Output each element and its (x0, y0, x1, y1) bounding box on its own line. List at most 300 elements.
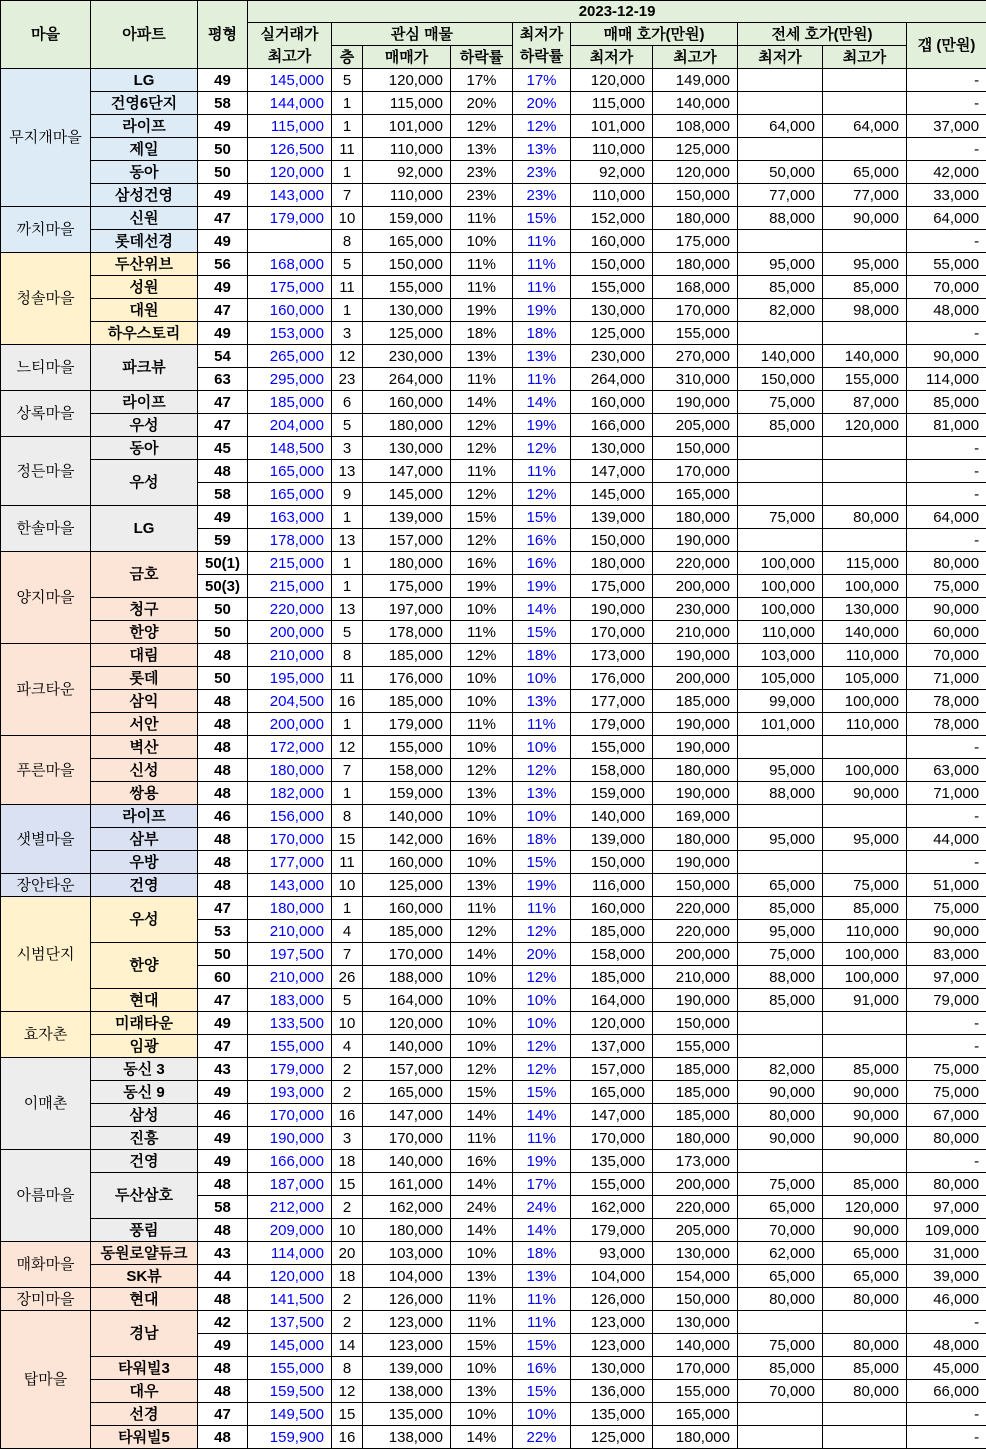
drop-rate-cell: 10% (451, 230, 513, 253)
drop-rate-cell: 12% (451, 115, 513, 138)
sale-ask-min-cell: 179,000 (571, 1219, 653, 1242)
sale-ask-min-cell: 110,000 (571, 138, 653, 161)
listing-price-cell: 197,000 (363, 598, 451, 621)
header-floor: 층 (332, 46, 363, 69)
listing-price-cell: 110,000 (363, 184, 451, 207)
floor-cell: 1 (332, 506, 363, 529)
actual-max-price-cell: 204,500 (248, 690, 332, 713)
sale-ask-max-cell: 155,000 (653, 1380, 738, 1403)
sale-ask-min-cell: 175,000 (571, 575, 653, 598)
drop-rate-cell: 11% (451, 1311, 513, 1334)
header-lowest-drop-rate: 하락률 (513, 46, 571, 69)
size-cell: 50 (198, 138, 248, 161)
apartment-name-cell: LG (91, 506, 198, 552)
jeonse-ask-min-cell: 82,000 (738, 1058, 823, 1081)
size-cell: 59 (198, 529, 248, 552)
floor-cell: 1 (332, 92, 363, 115)
lowest-drop-rate-cell: 12% (513, 437, 571, 460)
village-name-cell: 정든마을 (1, 437, 91, 506)
jeonse-ask-min-cell: 75,000 (738, 391, 823, 414)
table-row (1, 253, 986, 276)
floor-cell: 4 (332, 920, 363, 943)
gap-cell: 78,000 (907, 690, 986, 713)
apartment-name-cell: 현대 (91, 989, 198, 1012)
drop-rate-cell: 11% (451, 897, 513, 920)
listing-price-cell: 145,000 (363, 483, 451, 506)
sale-ask-max-cell: 140,000 (653, 92, 738, 115)
actual-max-price-cell: 215,000 (248, 552, 332, 575)
drop-rate-cell: 19% (451, 575, 513, 598)
jeonse-ask-max-cell: 120,000 (823, 414, 907, 437)
size-cell: 49 (198, 184, 248, 207)
drop-rate-cell: 14% (451, 1173, 513, 1196)
village-name-cell: 까치마을 (1, 207, 91, 253)
lowest-drop-rate-cell: 23% (513, 184, 571, 207)
listing-price-cell: 123,000 (363, 1311, 451, 1334)
jeonse-ask-min-cell: 75,000 (738, 1334, 823, 1357)
actual-max-price-cell: 179,000 (248, 1058, 332, 1081)
sale-ask-max-cell: 270,000 (653, 345, 738, 368)
jeonse-ask-min-cell: 101,000 (738, 713, 823, 736)
jeonse-ask-min-cell: 90,000 (738, 1081, 823, 1104)
actual-max-price-cell: 170,000 (248, 828, 332, 851)
listing-price-cell: 264,000 (363, 368, 451, 391)
gap-cell: 109,000 (907, 1219, 986, 1242)
actual-max-price-cell: 220,000 (248, 598, 332, 621)
sale-ask-min-cell: 130,000 (571, 1357, 653, 1380)
sale-ask-min-cell: 135,000 (571, 1403, 653, 1426)
sale-ask-min-cell: 150,000 (571, 851, 653, 874)
drop-rate-cell: 12% (451, 759, 513, 782)
drop-rate-cell: 10% (451, 1403, 513, 1426)
drop-rate-cell: 10% (451, 989, 513, 1012)
lowest-drop-rate-cell: 11% (513, 1288, 571, 1311)
sale-ask-max-cell: 150,000 (653, 874, 738, 897)
floor-cell: 13 (332, 529, 363, 552)
actual-max-price-cell: 114,000 (248, 1242, 332, 1265)
sale-ask-min-cell: 155,000 (571, 276, 653, 299)
sale-ask-min-cell: 147,000 (571, 1104, 653, 1127)
header-date: 2023-12-19 (248, 1, 986, 23)
table-row (1, 1288, 986, 1311)
size-cell: 46 (198, 805, 248, 828)
apartment-name-cell: 삼성 (91, 1104, 198, 1127)
gap-cell: 64,000 (907, 506, 986, 529)
sale-ask-min-cell: 125,000 (571, 322, 653, 345)
actual-max-price-cell: 143,000 (248, 874, 332, 897)
apartment-name-cell: 벽산 (91, 736, 198, 759)
listing-price-cell: 158,000 (363, 759, 451, 782)
sale-ask-max-cell: 150,000 (653, 1012, 738, 1035)
gap-cell: 90,000 (907, 598, 986, 621)
sale-ask-min-cell: 101,000 (571, 115, 653, 138)
drop-rate-cell: 10% (451, 1242, 513, 1265)
jeonse-ask-min-cell (738, 1311, 823, 1334)
jeonse-ask-max-cell: 98,000 (823, 299, 907, 322)
apartment-name-cell: 현대 (91, 1288, 198, 1311)
floor-cell: 2 (332, 1288, 363, 1311)
listing-price-cell: 92,000 (363, 161, 451, 184)
village-name-cell: 이매촌 (1, 1058, 91, 1150)
drop-rate-cell: 16% (451, 1150, 513, 1173)
listing-price-cell: 180,000 (363, 552, 451, 575)
sale-ask-max-cell: 180,000 (653, 207, 738, 230)
size-cell: 50 (198, 667, 248, 690)
drop-rate-cell: 20% (451, 92, 513, 115)
jeonse-ask-max-cell: 90,000 (823, 207, 907, 230)
drop-rate-cell: 11% (451, 368, 513, 391)
sale-ask-min-cell: 123,000 (571, 1311, 653, 1334)
table-row (1, 621, 986, 644)
gap-cell: - (907, 1150, 986, 1173)
jeonse-ask-max-cell (823, 483, 907, 506)
header-sale-ask-max: 최고가 (653, 46, 738, 69)
lowest-drop-rate-cell: 15% (513, 1380, 571, 1403)
sale-ask-min-cell: 158,000 (571, 943, 653, 966)
gap-cell: 97,000 (907, 966, 986, 989)
header-jeonse-ask: 전세 호가(만원) (738, 23, 907, 46)
size-cell: 48 (198, 736, 248, 759)
floor-cell: 6 (332, 391, 363, 414)
lowest-drop-rate-cell: 16% (513, 552, 571, 575)
jeonse-ask-min-cell (738, 138, 823, 161)
jeonse-ask-max-cell (823, 437, 907, 460)
listing-price-cell: 103,000 (363, 1242, 451, 1265)
sale-ask-min-cell: 158,000 (571, 759, 653, 782)
sale-ask-min-cell: 160,000 (571, 391, 653, 414)
gap-cell: - (907, 138, 986, 161)
sale-ask-max-cell: 130,000 (653, 1311, 738, 1334)
sale-ask-max-cell: 220,000 (653, 552, 738, 575)
drop-rate-cell: 14% (451, 1104, 513, 1127)
floor-cell: 1 (332, 552, 363, 575)
actual-max-price-cell: 209,000 (248, 1219, 332, 1242)
size-cell: 47 (198, 1403, 248, 1426)
jeonse-ask-max-cell: 90,000 (823, 1127, 907, 1150)
gap-cell: - (907, 736, 986, 759)
drop-rate-cell: 11% (451, 1288, 513, 1311)
jeonse-ask-max-cell (823, 69, 907, 92)
jeonse-ask-min-cell: 75,000 (738, 943, 823, 966)
lowest-drop-rate-cell: 12% (513, 920, 571, 943)
gap-cell: 67,000 (907, 1104, 986, 1127)
lowest-drop-rate-cell: 18% (513, 1242, 571, 1265)
actual-max-price-cell: 126,500 (248, 138, 332, 161)
lowest-drop-rate-cell: 15% (513, 506, 571, 529)
floor-cell: 2 (332, 1081, 363, 1104)
gap-cell: 71,000 (907, 782, 986, 805)
jeonse-ask-min-cell: 85,000 (738, 276, 823, 299)
apartment-name-cell: 청구 (91, 598, 198, 621)
table-row (1, 1242, 986, 1265)
drop-rate-cell: 13% (451, 1380, 513, 1403)
drop-rate-cell: 16% (451, 552, 513, 575)
apartment-name-cell: 타워빌3 (91, 1357, 198, 1380)
sale-ask-min-cell: 157,000 (571, 1058, 653, 1081)
sale-ask-max-cell: 190,000 (653, 989, 738, 1012)
apartment-name-cell: 동원로얄듀크 (91, 1242, 198, 1265)
listing-price-cell: 155,000 (363, 276, 451, 299)
gap-cell: 64,000 (907, 207, 986, 230)
sale-ask-max-cell: 175,000 (653, 230, 738, 253)
size-cell: 49 (198, 322, 248, 345)
sale-ask-max-cell: 130,000 (653, 1242, 738, 1265)
floor-cell: 8 (332, 1357, 363, 1380)
jeonse-ask-max-cell (823, 138, 907, 161)
actual-max-price-cell: 141,500 (248, 1288, 332, 1311)
floor-cell: 1 (332, 897, 363, 920)
table-row (1, 759, 986, 782)
listing-price-cell: 147,000 (363, 1104, 451, 1127)
jeonse-ask-min-cell: 80,000 (738, 1104, 823, 1127)
drop-rate-cell: 19% (451, 299, 513, 322)
jeonse-ask-max-cell: 85,000 (823, 276, 907, 299)
size-cell: 47 (198, 299, 248, 322)
sale-ask-max-cell: 180,000 (653, 759, 738, 782)
sale-ask-max-cell: 108,000 (653, 115, 738, 138)
floor-cell: 18 (332, 1150, 363, 1173)
sale-ask-min-cell: 160,000 (571, 897, 653, 920)
sale-ask-max-cell: 220,000 (653, 897, 738, 920)
actual-max-price-cell: 200,000 (248, 621, 332, 644)
village-name-cell: 푸른마을 (1, 736, 91, 805)
village-name-cell: 시범단지 (1, 897, 91, 1012)
apartment-name-cell: 대원 (91, 299, 198, 322)
sale-ask-max-cell: 169,000 (653, 805, 738, 828)
jeonse-ask-max-cell: 95,000 (823, 253, 907, 276)
sale-ask-min-cell: 162,000 (571, 1196, 653, 1219)
gap-cell: - (907, 322, 986, 345)
jeonse-ask-max-cell: 87,000 (823, 391, 907, 414)
sale-ask-min-cell: 177,000 (571, 690, 653, 713)
sale-ask-min-cell: 125,000 (571, 1426, 653, 1449)
lowest-drop-rate-cell: 19% (513, 575, 571, 598)
listing-price-cell: 188,000 (363, 966, 451, 989)
size-cell: 49 (198, 1012, 248, 1035)
sale-ask-min-cell: 92,000 (571, 161, 653, 184)
actual-max-price-cell: 195,000 (248, 667, 332, 690)
sale-ask-max-cell: 120,000 (653, 161, 738, 184)
size-cell: 48 (198, 1357, 248, 1380)
drop-rate-cell: 12% (451, 529, 513, 552)
table-row (1, 1012, 986, 1035)
lowest-drop-rate-cell: 11% (513, 897, 571, 920)
jeonse-ask-max-cell: 105,000 (823, 667, 907, 690)
jeonse-ask-min-cell: 80,000 (738, 1288, 823, 1311)
actual-max-price-cell: 143,000 (248, 184, 332, 207)
lowest-drop-rate-cell: 10% (513, 1012, 571, 1035)
listing-price-cell: 180,000 (363, 1219, 451, 1242)
size-cell: 48 (198, 851, 248, 874)
header-sale-ask-min: 최저가 (571, 46, 653, 69)
drop-rate-cell: 13% (451, 782, 513, 805)
lowest-drop-rate-cell: 19% (513, 299, 571, 322)
apartment-name-cell: 라이프 (91, 391, 198, 414)
table-row (1, 828, 986, 851)
listing-price-cell: 120,000 (363, 69, 451, 92)
header-actual-price: 실거래가 (248, 23, 332, 46)
actual-max-price-cell: 210,000 (248, 966, 332, 989)
floor-cell: 13 (332, 460, 363, 483)
actual-max-price-cell: 185,000 (248, 391, 332, 414)
jeonse-ask-max-cell (823, 1311, 907, 1334)
listing-price-cell: 104,000 (363, 1265, 451, 1288)
floor-cell: 26 (332, 966, 363, 989)
actual-max-price-cell: 180,000 (248, 759, 332, 782)
floor-cell: 1 (332, 161, 363, 184)
apartment-name-cell: 한양 (91, 943, 198, 989)
table-row (1, 1357, 986, 1380)
sale-ask-min-cell: 155,000 (571, 736, 653, 759)
sale-ask-min-cell: 190,000 (571, 598, 653, 621)
table-row (1, 69, 986, 92)
size-cell: 50 (198, 161, 248, 184)
gap-cell: - (907, 1012, 986, 1035)
drop-rate-cell: 12% (451, 437, 513, 460)
jeonse-ask-min-cell: 95,000 (738, 828, 823, 851)
table-row (1, 1173, 986, 1196)
size-cell: 48 (198, 782, 248, 805)
size-cell: 48 (198, 690, 248, 713)
size-cell: 49 (198, 1150, 248, 1173)
table-row (1, 1265, 986, 1288)
jeonse-ask-min-cell: 100,000 (738, 598, 823, 621)
sale-ask-min-cell: 170,000 (571, 1127, 653, 1150)
size-cell: 48 (198, 1219, 248, 1242)
actual-max-price-cell: 197,500 (248, 943, 332, 966)
jeonse-ask-max-cell: 85,000 (823, 1357, 907, 1380)
apartment-name-cell: 건영 (91, 874, 198, 897)
lowest-drop-rate-cell: 22% (513, 1426, 571, 1449)
table-row (1, 851, 986, 874)
lowest-drop-rate-cell: 10% (513, 805, 571, 828)
apartment-name-cell: 라이프 (91, 115, 198, 138)
jeonse-ask-min-cell (738, 805, 823, 828)
header-village: 마을 (1, 1, 91, 69)
apartment-name-cell: 우성 (91, 460, 198, 506)
drop-rate-cell: 13% (451, 874, 513, 897)
apartment-name-cell: 한양 (91, 621, 198, 644)
lowest-drop-rate-cell: 14% (513, 1104, 571, 1127)
sale-ask-min-cell: 130,000 (571, 437, 653, 460)
drop-rate-cell: 15% (451, 506, 513, 529)
lowest-drop-rate-cell: 13% (513, 345, 571, 368)
listing-price-cell: 159,000 (363, 782, 451, 805)
drop-rate-cell: 15% (451, 1081, 513, 1104)
apartment-name-cell: 신성 (91, 759, 198, 782)
table-row (1, 690, 986, 713)
floor-cell: 15 (332, 1403, 363, 1426)
sale-ask-max-cell: 230,000 (653, 598, 738, 621)
drop-rate-cell: 10% (451, 1012, 513, 1035)
size-cell: 49 (198, 1334, 248, 1357)
apartment-name-cell: 하우스토리 (91, 322, 198, 345)
actual-max-price-cell: 182,000 (248, 782, 332, 805)
actual-max-price-cell: 145,000 (248, 1334, 332, 1357)
gap-cell: - (907, 92, 986, 115)
apartment-name-cell: 서안 (91, 713, 198, 736)
apartment-name-cell: 임광 (91, 1035, 198, 1058)
sale-ask-max-cell: 190,000 (653, 851, 738, 874)
gap-cell: 80,000 (907, 1173, 986, 1196)
jeonse-ask-max-cell: 85,000 (823, 1058, 907, 1081)
lowest-drop-rate-cell: 11% (513, 368, 571, 391)
sale-ask-max-cell: 170,000 (653, 299, 738, 322)
apartment-name-cell: 우성 (91, 414, 198, 437)
table-row (1, 598, 986, 621)
size-cell: 42 (198, 1311, 248, 1334)
gap-cell: 75,000 (907, 575, 986, 598)
apartment-name-cell: 동신 3 (91, 1058, 198, 1081)
village-name-cell: 한솔마을 (1, 506, 91, 552)
jeonse-ask-min-cell: 140,000 (738, 345, 823, 368)
actual-max-price-cell: 215,000 (248, 575, 332, 598)
sale-ask-min-cell: 170,000 (571, 621, 653, 644)
listing-price-cell: 165,000 (363, 1081, 451, 1104)
size-cell: 50(3) (198, 575, 248, 598)
jeonse-ask-min-cell: 62,000 (738, 1242, 823, 1265)
header-listing-price: 매매가 (363, 46, 451, 69)
sale-ask-min-cell: 230,000 (571, 345, 653, 368)
drop-rate-cell: 13% (451, 1265, 513, 1288)
drop-rate-cell: 14% (451, 391, 513, 414)
actual-max-price-cell: 159,500 (248, 1380, 332, 1403)
apartment-name-cell: 삼성건영 (91, 184, 198, 207)
sale-ask-min-cell: 160,000 (571, 230, 653, 253)
apartment-name-cell: 롯데선경 (91, 230, 198, 253)
listing-price-cell: 130,000 (363, 437, 451, 460)
gap-cell: 78,000 (907, 713, 986, 736)
sale-ask-min-cell: 140,000 (571, 805, 653, 828)
apartment-name-cell: 금호 (91, 552, 198, 598)
table-row (1, 805, 986, 828)
jeonse-ask-min-cell (738, 1035, 823, 1058)
lowest-drop-rate-cell: 18% (513, 644, 571, 667)
table-row (1, 161, 986, 184)
actual-max-price-cell: 155,000 (248, 1357, 332, 1380)
jeonse-ask-max-cell (823, 805, 907, 828)
actual-max-price-cell: 180,000 (248, 897, 332, 920)
size-cell: 48 (198, 759, 248, 782)
actual-max-price-cell: 153,000 (248, 322, 332, 345)
drop-rate-cell: 13% (451, 138, 513, 161)
apartment-name-cell: 선경 (91, 1403, 198, 1426)
lowest-drop-rate-cell: 18% (513, 828, 571, 851)
jeonse-ask-min-cell: 77,000 (738, 184, 823, 207)
jeonse-ask-max-cell: 85,000 (823, 897, 907, 920)
jeonse-ask-max-cell: 77,000 (823, 184, 907, 207)
lowest-drop-rate-cell: 12% (513, 1035, 571, 1058)
lowest-drop-rate-cell: 20% (513, 943, 571, 966)
listing-price-cell: 139,000 (363, 506, 451, 529)
sale-ask-max-cell: 180,000 (653, 253, 738, 276)
sale-ask-max-cell: 180,000 (653, 1426, 738, 1449)
actual-max-price-cell: 172,000 (248, 736, 332, 759)
drop-rate-cell: 11% (451, 1127, 513, 1150)
gap-cell: 71,000 (907, 667, 986, 690)
table-row (1, 184, 986, 207)
actual-max-price-cell: 190,000 (248, 1127, 332, 1150)
apartment-name-cell: 대우 (91, 1380, 198, 1403)
drop-rate-cell: 10% (451, 667, 513, 690)
actual-max-price-cell: 160,000 (248, 299, 332, 322)
floor-cell: 5 (332, 414, 363, 437)
actual-max-price-cell: 137,500 (248, 1311, 332, 1334)
size-cell: 50 (198, 943, 248, 966)
apartment-name-cell: 파크뷰 (91, 345, 198, 391)
listing-price-cell: 157,000 (363, 1058, 451, 1081)
table-row (1, 115, 986, 138)
